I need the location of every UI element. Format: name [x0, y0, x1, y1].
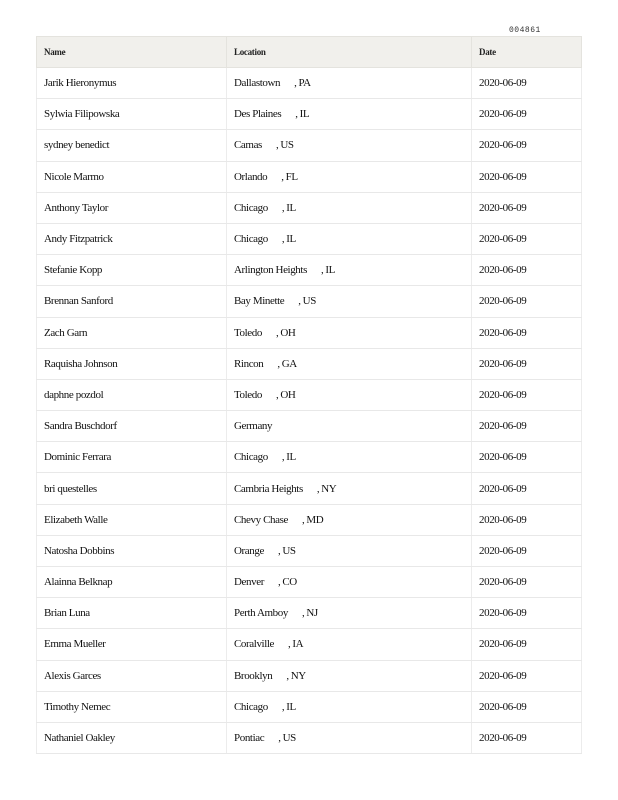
location-separator: , — [298, 295, 301, 308]
location-city: Chicago — [234, 451, 268, 464]
cell-location — [227, 660, 472, 691]
cell-date: 2020-06-09 — [472, 379, 582, 410]
cell-name: bri questelles — [37, 473, 227, 504]
location-separator: , — [278, 732, 281, 745]
location-separator: , — [320, 264, 324, 277]
location-city: Rincon — [234, 357, 264, 370]
cell-name: Dominic Ferrara — [37, 442, 227, 473]
cell-date: 2020-06-09 — [472, 442, 582, 473]
cell-name: Alainna Belknap — [37, 567, 227, 598]
location-city: Arlington Heights — [234, 264, 307, 277]
location-region: IA — [292, 638, 304, 651]
cell-date: 2020-06-09 — [472, 99, 582, 130]
cell-name: Jarik Hieronymus — [37, 68, 227, 99]
location-region: CO — [282, 576, 297, 589]
location-city: Toledo — [234, 326, 262, 339]
cell-location — [227, 348, 472, 379]
location-separator: , — [281, 233, 285, 246]
table-row — [37, 255, 582, 286]
location-city: Coralville — [234, 638, 274, 651]
location-city: Perth Amboy — [234, 607, 288, 620]
location-region: IL — [286, 233, 296, 246]
location-region: GA — [281, 357, 297, 370]
table-row — [37, 660, 582, 691]
cell-name: Emma Mueller — [37, 629, 227, 660]
table-row — [37, 223, 582, 254]
location-city: Bay Minette — [234, 295, 285, 308]
cell-location — [227, 99, 472, 130]
cell-name: Brennan Sanford — [37, 286, 227, 317]
page-number: 004861 — [509, 26, 541, 35]
location-separator: , — [277, 357, 280, 370]
cell-date: 2020-06-09 — [472, 317, 582, 348]
location-city: Chicago — [234, 700, 268, 713]
cell-date: 2020-06-09 — [472, 130, 582, 161]
table-row — [37, 411, 582, 442]
cell-name: Nicole Marmo — [37, 161, 227, 192]
cell-date: 2020-06-09 — [472, 629, 582, 660]
location-city: Toledo — [234, 388, 262, 401]
cell-name: sydney benedict — [37, 130, 227, 161]
table-row — [37, 161, 582, 192]
table-row — [37, 598, 582, 629]
cell-date: 2020-06-09 — [472, 286, 582, 317]
cell-location — [227, 411, 472, 442]
cell-date: 2020-06-09 — [472, 504, 582, 535]
cell-name: Alexis Garces — [37, 660, 227, 691]
location-region: PA — [298, 77, 311, 90]
cell-name: Zach Garn — [37, 317, 227, 348]
cell-location — [227, 473, 472, 504]
cell-location — [227, 68, 472, 99]
cell-name: Stefanie Kopp — [37, 255, 227, 286]
table-row — [37, 722, 582, 753]
location-separator: , — [294, 77, 297, 90]
table-row — [37, 691, 582, 722]
cell-date: 2020-06-09 — [472, 660, 582, 691]
cell-name: Nathaniel Oakley — [37, 722, 227, 753]
location-city: Brooklyn — [234, 669, 273, 682]
location-separator: , — [281, 700, 285, 713]
cell-name: Timothy Nemec — [37, 691, 227, 722]
cell-date: 2020-06-09 — [472, 411, 582, 442]
table-row — [37, 567, 582, 598]
cell-date: 2020-06-09 — [472, 473, 582, 504]
table-row — [37, 68, 582, 99]
cell-date: 2020-06-09 — [472, 223, 582, 254]
location-region: IL — [286, 700, 296, 713]
location-separator: , — [301, 607, 305, 620]
cell-location — [227, 567, 472, 598]
table-row — [37, 535, 582, 566]
cell-location — [227, 317, 472, 348]
table-row — [37, 192, 582, 223]
table-row — [37, 379, 582, 410]
location-city: Orange — [234, 544, 264, 557]
location-separator: , — [281, 201, 285, 214]
location-city: Chicago — [234, 233, 268, 246]
location-city: Chicago — [234, 201, 268, 214]
signatures-table — [36, 36, 582, 754]
cell-location — [227, 722, 472, 753]
cell-name: Andy Fitzpatrick — [37, 223, 227, 254]
cell-name: Sandra Buschdorf — [37, 411, 227, 442]
table-row — [37, 473, 582, 504]
cell-name: Anthony Taylor — [37, 192, 227, 223]
cell-location — [227, 598, 472, 629]
location-city: Orlando — [234, 170, 268, 183]
location-region: NY — [290, 669, 306, 682]
location-separator: , — [316, 482, 320, 495]
location-separator: , — [281, 451, 285, 464]
cell-date: 2020-06-09 — [472, 68, 582, 99]
column-header-date: Date — [472, 37, 582, 68]
table-header-row — [37, 37, 582, 68]
cell-location — [227, 535, 472, 566]
location-region: IL — [286, 201, 296, 214]
cell-date: 2020-06-09 — [472, 567, 582, 598]
cell-date: 2020-06-09 — [472, 192, 582, 223]
cell-date: 2020-06-09 — [472, 348, 582, 379]
cell-date: 2020-06-09 — [472, 691, 582, 722]
cell-name: Raquisha Johnson — [37, 348, 227, 379]
location-region: US — [302, 295, 316, 308]
location-city: Dallastown — [234, 77, 281, 90]
cell-location — [227, 192, 472, 223]
cell-location — [227, 379, 472, 410]
location-city: Germany — [234, 420, 273, 433]
location-separator: , — [277, 576, 281, 589]
table-row — [37, 317, 582, 348]
location-region: NJ — [306, 607, 318, 620]
location-region: MD — [306, 513, 324, 526]
location-city: Cambria Heights — [234, 482, 303, 495]
table-row — [37, 286, 582, 317]
location-city: Denver — [234, 576, 264, 589]
location-region: IL — [286, 451, 296, 464]
cell-location — [227, 161, 472, 192]
column-header-location: Location — [227, 37, 472, 68]
cell-date: 2020-06-09 — [472, 598, 582, 629]
location-region: OH — [280, 388, 296, 401]
table-row — [37, 504, 582, 535]
cell-name: Natosha Dobbins — [37, 535, 227, 566]
location-separator: , — [286, 669, 289, 682]
cell-location — [227, 255, 472, 286]
cell-location — [227, 504, 472, 535]
location-region: OH — [280, 326, 296, 339]
cell-location — [227, 629, 472, 660]
cell-date: 2020-06-09 — [472, 535, 582, 566]
location-region: US — [282, 732, 296, 745]
cell-location — [227, 286, 472, 317]
location-city: Des Plaines — [234, 108, 282, 121]
location-separator: , — [275, 139, 279, 152]
table-row — [37, 348, 582, 379]
location-separator: , — [276, 388, 279, 401]
location-city: Camas — [234, 139, 262, 152]
cell-name: Elizabeth Walle — [37, 504, 227, 535]
table-row — [37, 130, 582, 161]
location-separator: , — [277, 544, 281, 557]
cell-date: 2020-06-09 — [472, 722, 582, 753]
table-row — [37, 99, 582, 130]
cell-location — [227, 442, 472, 473]
cell-date: 2020-06-09 — [472, 255, 582, 286]
location-separator: , — [288, 638, 291, 651]
cell-location — [227, 130, 472, 161]
table-row — [37, 442, 582, 473]
column-header-name: Name — [37, 37, 227, 68]
location-separator: , — [276, 326, 279, 339]
location-city: Pontiac — [234, 732, 265, 745]
cell-location — [227, 691, 472, 722]
cell-name: daphne pozdol — [37, 379, 227, 410]
location-region: NY — [321, 482, 337, 495]
cell-name: Sylwia Filipowska — [37, 99, 227, 130]
location-city: Chevy Chase — [234, 513, 288, 526]
location-separator: , — [281, 170, 284, 183]
table-row — [37, 629, 582, 660]
location-separator: , — [301, 513, 305, 526]
location-region: US — [280, 139, 294, 152]
cell-name: Brian Luna — [37, 598, 227, 629]
location-region: US — [282, 544, 296, 557]
location-region: IL — [325, 264, 335, 277]
cell-date: 2020-06-09 — [472, 161, 582, 192]
location-region: IL — [299, 108, 310, 121]
cell-location — [227, 223, 472, 254]
location-separator: , — [295, 108, 298, 121]
location-region: FL — [285, 170, 298, 183]
